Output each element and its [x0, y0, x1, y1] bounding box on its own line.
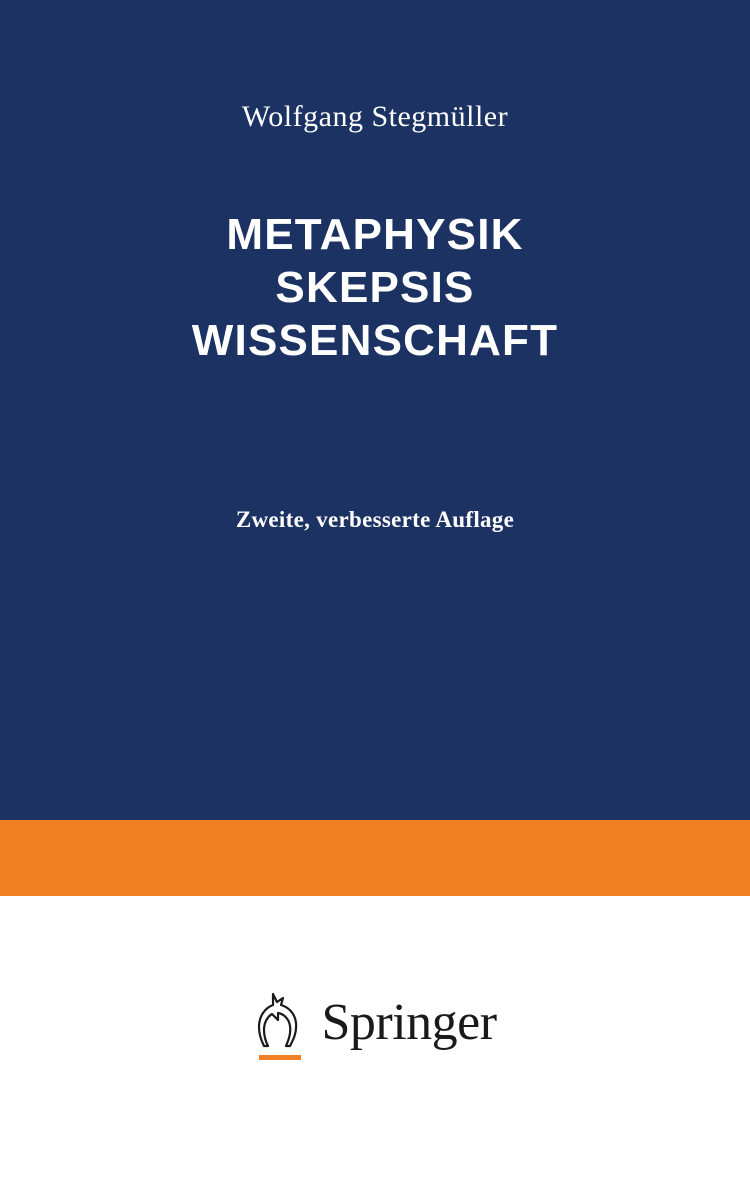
edition-statement: Zweite, verbesserte Auflage: [235, 507, 515, 532]
logo-underline: [259, 1055, 301, 1060]
book-title: [0, 208, 750, 367]
springer-knight-icon: [253, 990, 307, 1062]
springer-logo: [0, 990, 750, 1062]
author-name: Wolfgang Stegmüller: [241, 100, 509, 133]
publisher-name: Springer: [321, 994, 497, 1051]
cover-orange-band: [0, 820, 750, 896]
title-line-2: SKEPSIS: [275, 263, 475, 312]
title-line-3: WISSENSCHAFT: [191, 316, 559, 365]
title-line-1: METAPHYSIK: [226, 210, 524, 259]
